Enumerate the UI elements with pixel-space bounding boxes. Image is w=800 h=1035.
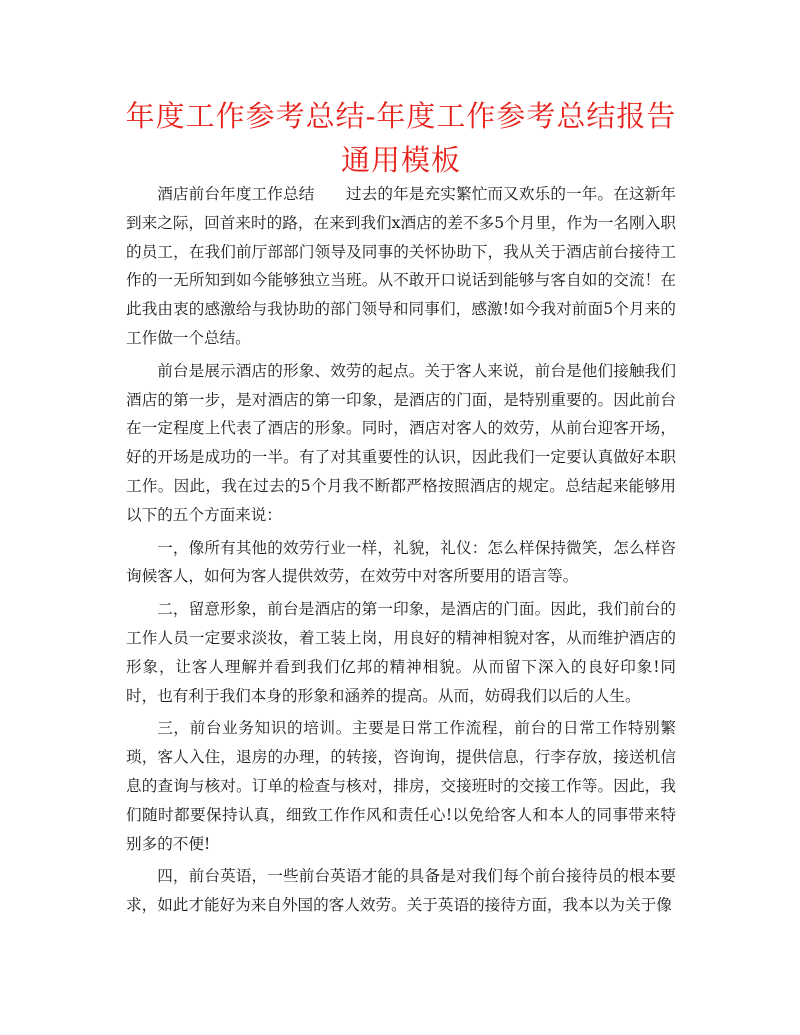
- paragraph-point-two: 二，留意形象，前台是酒店的第一印象，是酒店的门面。因此，我们前台的工作人员一定要求淡妆，着工装上岗，用良好的精神相貌对客，从而维护酒店的形象，让客人理解并看到我们亿邦的精神相貌。从而留下深入的良好印象!同时，也有利于我们本身的形象和涵养的提高。从而，妨碍我们以后的人生。: [126, 600, 676, 705]
- paragraph-point-three: 三，前台业务知识的培训。主要是日常工作流程，前台的日常工作特别繁琐，客人入住，退房的办理，的转接，咨询询，提供信息，行李存放，接送机信息的查询与核对。订单的检查与核对，排房，交接班时的交接工作等。因此，我们随时都要保持认真，细致工作作风和责任心!以免给客人和本人的同事带来特别多的不便!: [126, 719, 676, 853]
- document-body: [126, 180, 676, 924]
- paragraph-front-desk-role: 前台是展示酒店的形象、效劳的起点。关于客人来说，前台是他们接触我们酒店的第一步，是对酒店的第一印象，是酒店的门面，是特别重要的。因此前台在一定程度上代表了酒店的形象。同时，酒店对客人的效劳，从前台迎客开场，好的开场是成功的一半。有了对其重要性的认识，因此我们一定要认真做好本职工作。因此，我在过去的5个月我不断都严格按照酒店的规定。总结起来能够用以下的五个方面来说：: [126, 361, 676, 524]
- paragraph-point-four: 四，前台英语，一些前台英语才能的具备是对我们每个前台接待员的根本要求，如此才能好为来自外国的客人效劳。关于英语的接待方面，我本以为关于像: [126, 867, 676, 915]
- document-title: 年度工作参考总结-年度工作参考总结报告通用模板: [125, 99, 677, 177]
- paragraph-intro: 酒店前台年度工作总结 过去的年是充实繁忙而又欢乐的一年。在这新年到来之际，回首来时的路，在来到我们x酒店的差不多5个月里，作为一名刚入职的员工，在我们前厅部部门领导及同事的关怀协助下，我从关于酒店前台接待工作的一无所知到如今能够独立当班。从不敢开口说话到能够与客自如的交流！在此我由衷的感激给与我协助的部门领导和同事们，感激!如今我对前面5个月来的工作做一个总结。: [126, 185, 676, 347]
- paragraph-point-one: 一，像所有其他的效劳行业一样，礼貌，礼仪：怎么样保持微笑，怎么样咨询候客人，如何为客人提供效劳，在效劳中对客所要用的语言等。: [126, 538, 676, 586]
